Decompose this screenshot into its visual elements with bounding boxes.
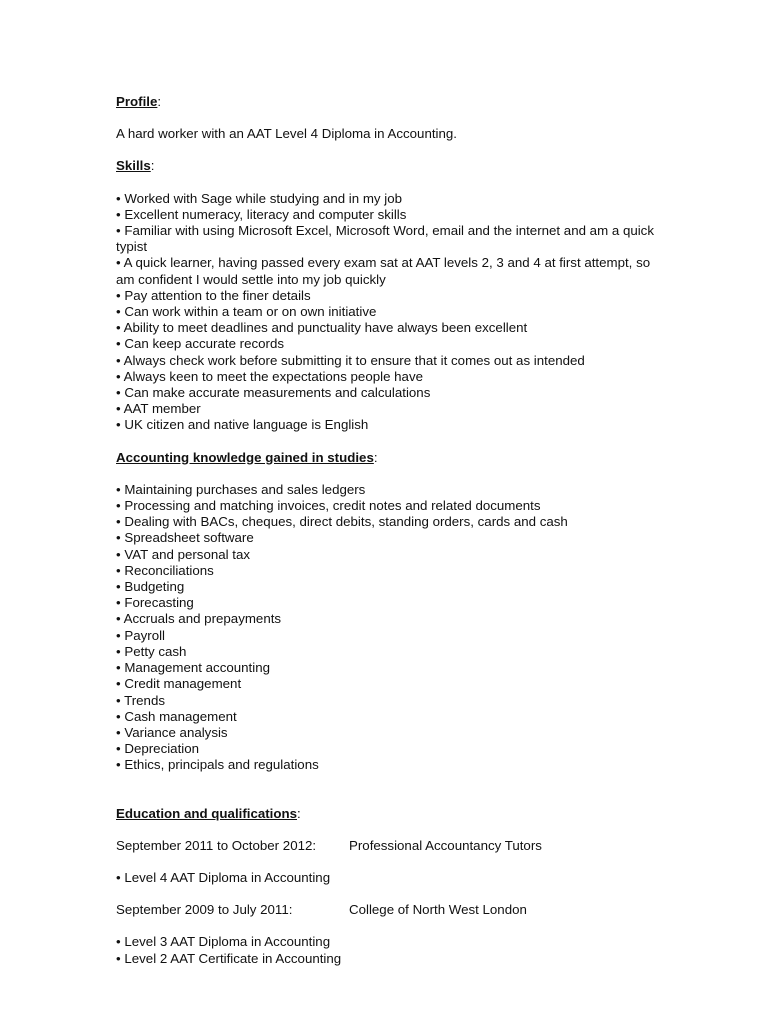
education-dates: September 2011 to October 2012: [116,837,317,853]
list-item: • Can make accurate measurements and calculations [116,385,431,401]
profile-heading: Profile: [116,94,162,109]
list-item: • Processing and matching invoices, credit notes and related documents [116,498,541,514]
list-item: • Reconciliations [116,562,214,578]
list-item: • UK citizen and native language is English [116,417,369,433]
list-item: • Level 2 AAT Certificate in Accounting [116,950,342,966]
list-item: • Always check work before submitting it to ensure that it comes out as intended [116,352,585,368]
skills-heading: Skills: [116,158,155,174]
list-item: • Budgeting [116,579,185,595]
list-item: • Credit management [116,676,242,692]
list-item: • Pay attention to the finer details [116,287,311,303]
list-item: • VAT and personal tax [116,546,251,562]
cv-document [116,94,656,967]
education-heading: Education and qualifications: [116,805,301,821]
list-item: • Always keen to meet the expectations people have [116,368,423,384]
list-item: • Payroll [116,627,166,643]
list-item: • Can work within a team or on own initiative [116,304,377,320]
list-item: • Dealing with BACs, cheques, direct debits, standing orders, cards and cash [116,514,568,530]
list-item: • Depreciation [116,741,200,757]
profile-text: A hard worker with an AAT Level 4 Diploma in Accounting. [116,126,457,142]
list-item: • Ability to meet deadlines and punctuality have always been excellent [116,320,528,336]
list-item: • A quick learner, having passed every exam sat at AAT levels 2, 3 and 4 at first attempt, so am confident I would settle into my job quickly [116,255,651,287]
list-item: • Forecasting [116,595,194,611]
list-item: • Management accounting [116,660,270,676]
education-entry-2-list [116,934,656,966]
education-entry-1-header [116,838,656,854]
list-item: • Spreadsheet software [116,530,254,546]
list-item: • Level 3 AAT Diploma in Accounting [116,934,331,950]
accounting-list [116,482,656,774]
education-dates: September 2009 to July 2011: [116,902,293,918]
list-item: • Variance analysis [116,724,228,740]
list-item: • Excellent numeracy, literacy and computer skills [116,206,407,222]
list-item: • Worked with Sage while studying and in my job [116,190,403,206]
list-item: • Maintaining purchases and sales ledgers [116,481,366,497]
list-item: • Level 4 AAT Diploma in Accounting [116,869,331,885]
education-entry-1-list [116,870,656,886]
list-item: • Familiar with using Microsoft Excel, Microsoft Word, email and the internet and am a quick typist [116,223,654,255]
list-item: • Cash management [116,708,237,724]
list-item: • Accruals and prepayments [116,611,282,627]
accounting-heading: Accounting knowledge gained in studies: [116,449,378,465]
education-institution: College of North West London [349,902,527,918]
list-item: • Petty cash [116,643,187,659]
list-item: • Can keep accurate records [116,336,285,352]
list-item: • AAT member [116,401,201,417]
education-institution: Professional Accountancy Tutors [349,837,542,853]
list-item: • Trends [116,692,165,708]
list-item: • Ethics, principals and regulations [116,757,319,773]
education-entry-2-header [116,902,656,918]
skills-list [116,191,656,434]
